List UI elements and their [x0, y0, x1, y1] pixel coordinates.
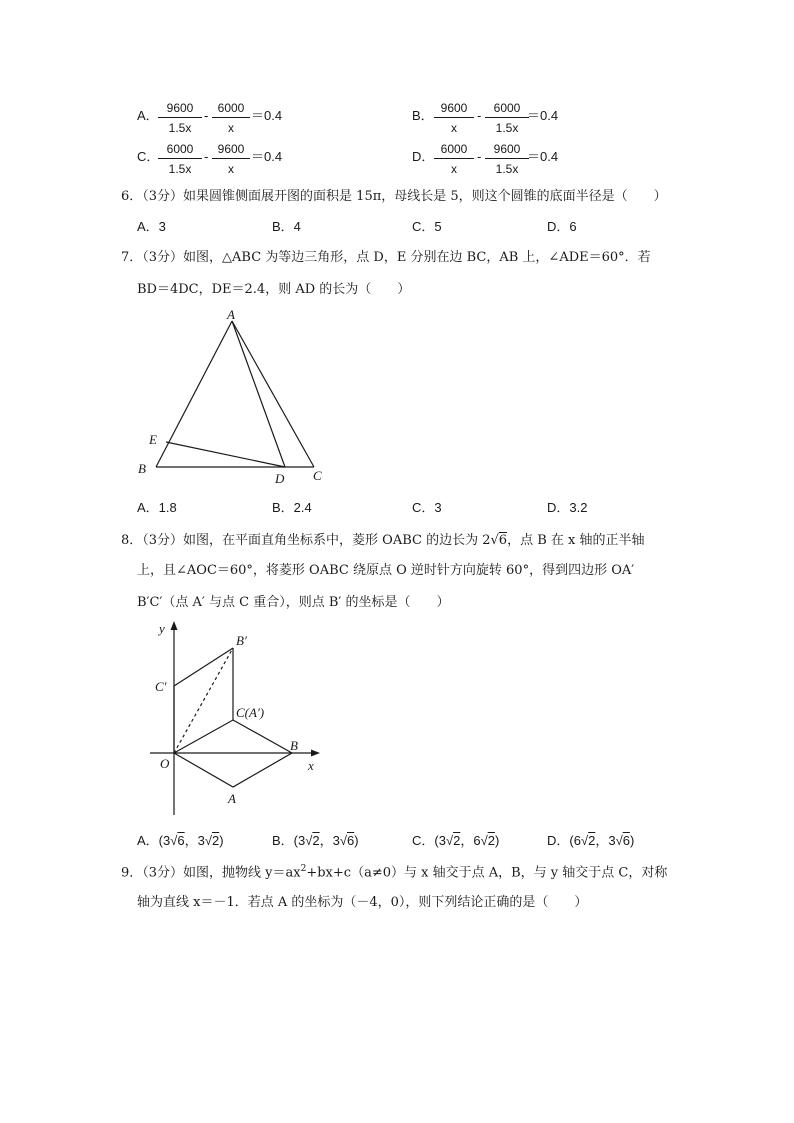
fraction: $\frac{6000}{x}$ — [434, 142, 474, 176]
point-label-c-prime: C′ — [155, 679, 167, 694]
q7-option-c: C．3 — [412, 500, 442, 515]
point-label-c-a-prime: C(A′) — [236, 705, 265, 720]
sqrt-sign: √ — [490, 533, 499, 548]
origin-label: O — [160, 756, 170, 771]
vertex-label-b: B — [138, 461, 146, 476]
fraction: $\frac{9600}{1.5x}$ — [158, 101, 202, 135]
point-label-a: A — [228, 791, 236, 806]
question-8-line-2: 上，且∠AOC＝60°，将菱形 OABC 绕原点 O 逆时针方向旋转 60°，得到四边形 OA′ — [137, 563, 635, 578]
question-8-line-1: 8．（3分）如图，在平面直角坐标系中，菱形 OABC 的边长为 2√6，点 B 在 x 轴的正半轴 — [121, 533, 645, 548]
axis-label-x: x — [308, 758, 314, 773]
option-letter: A． — [137, 108, 159, 123]
question-9-line-2: 轴为直线 x＝－1．若点 A 的坐标为（－4，0），则下列结论正确的是（ ） — [137, 895, 588, 910]
fraction: $\frac{6000}{1.5x}$ — [158, 142, 202, 176]
option-letter: C． — [137, 149, 160, 164]
q8-option-c: C．(3√2，6√2) — [412, 833, 500, 848]
vertex-label-c: C — [313, 468, 322, 483]
q7-option-d: D．3.2 — [547, 500, 588, 515]
q6-option-b: B．4 — [272, 219, 301, 234]
fraction: $\frac{9600}{x}$ — [212, 142, 250, 176]
question-7-line-1: 7．（3分）如图，△ABC 为等边三角形，点 D，E 分别在边 BC，AB 上，∠ADE＝60°．若 — [121, 250, 651, 265]
fraction: $\frac{9600}{1.5x}$ — [485, 142, 529, 176]
q7-option-a: A．1.8 — [137, 500, 177, 515]
question-9-line-1: 9．（3分）如图，抛物线 $y=ax^2+bx+c(a\ne 0)$与 x 轴交于点 A，B，与 y 轴交于点 C，对称 — [121, 864, 668, 881]
option-letter: D． — [412, 149, 435, 164]
q7-option-b: B．2.4 — [272, 500, 312, 515]
q6-option-c: C．5 — [412, 219, 442, 234]
question-8-line-3: B′C′（点 A′ 与点 C 重合），则点 B′ 的坐标是（ ） — [137, 595, 450, 610]
point-label-b-prime: B′ — [236, 633, 247, 648]
option-letter: B． — [412, 108, 434, 123]
question-7-line-2: BD＝4DC，DE＝2.4，则 AD 的长为（ ） — [137, 282, 411, 297]
vertex-label-e: E — [149, 432, 157, 447]
vertex-label-d: D — [275, 471, 285, 486]
q6-option-d: D．6 — [547, 219, 577, 234]
fraction: $\frac{6000}{x}$ — [212, 101, 250, 135]
coordinate-figure — [150, 615, 330, 820]
vertex-label-a: A — [227, 307, 235, 322]
q8-option-d: D．(6√2，3√6) — [547, 833, 635, 848]
q8-option-b: B．(3√2，3√6) — [272, 833, 359, 848]
question-6-text: 6．（3分）如果圆锥侧面展开图的面积是 15π，母线长是 5，则这个圆锥的底面半径是（ ） — [121, 189, 667, 204]
fraction: $\frac{9600}{x}$ — [434, 101, 474, 135]
point-label-b: B — [290, 738, 298, 753]
axis-label-y: y — [159, 621, 165, 636]
q6-option-a: A．3 — [137, 219, 166, 234]
fraction: $\frac{6000}{1.5x}$ — [485, 101, 529, 135]
q8-option-a: A．(3√6，3√2) — [137, 833, 224, 848]
triangle-figure — [130, 305, 340, 490]
